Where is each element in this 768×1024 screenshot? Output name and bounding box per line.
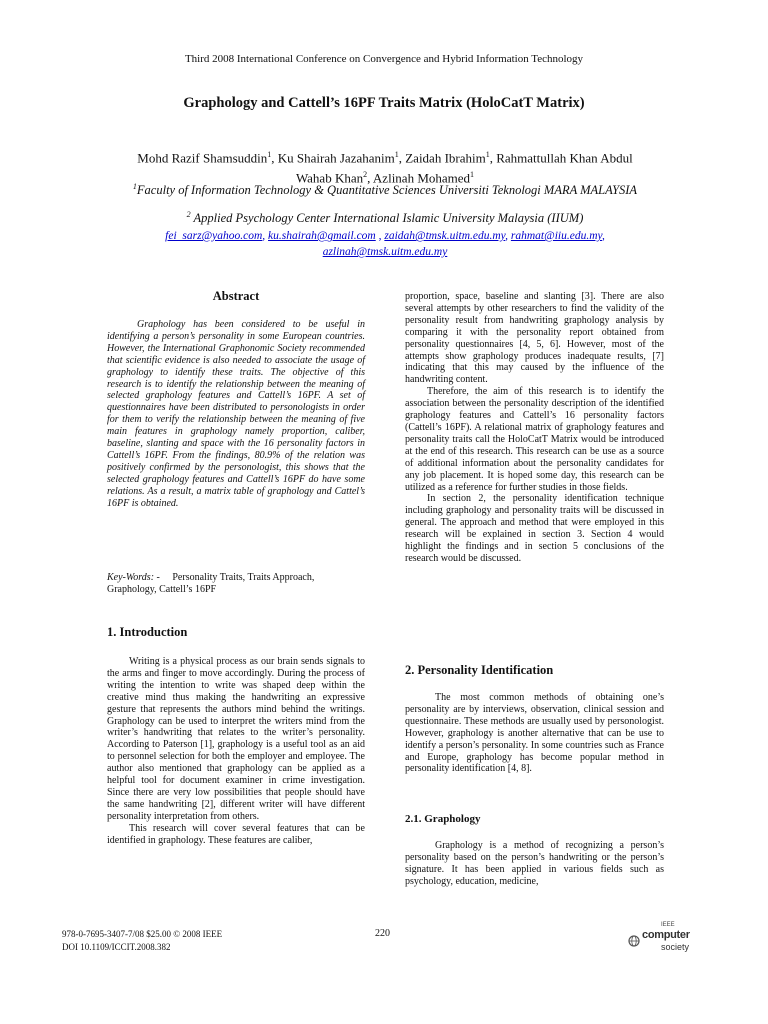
page-number: 220 bbox=[375, 928, 390, 939]
author-sep: , bbox=[271, 150, 278, 166]
affiliation-sup: 2 bbox=[186, 210, 191, 219]
conference-name: Third 2008 International Conference on Convergence and Hybrid Information Technology bbox=[184, 53, 584, 65]
abstract-body bbox=[107, 319, 365, 510]
author-sep: , bbox=[489, 150, 497, 166]
author-name: Azlinah Mohamed bbox=[372, 170, 471, 186]
logo-society: society bbox=[661, 942, 690, 952]
author-name: Zaidah Ibrahim bbox=[405, 150, 486, 166]
abstract-heading: Abstract bbox=[212, 289, 260, 303]
paper-title: Graphology and Cattell’s 16PF Traits Matrix (HoloCatT Matrix) bbox=[183, 95, 585, 111]
author-name: Mohd Razif Shamsuddin bbox=[137, 150, 268, 166]
author-sup: 1 bbox=[267, 150, 272, 159]
intro-body bbox=[107, 656, 365, 847]
keywords-text: Personality Traits, Traits Approach, Graphology, Cattell’s 16PF bbox=[107, 572, 315, 595]
footer-citation bbox=[62, 928, 222, 954]
author-name: Rahmattullah Khan Abdul bbox=[496, 150, 633, 166]
email-list: fei_sarz@yahoo.com, ku.shairah@gmail.com , zaidah@tmsk.uitm.edu.my, rahmat@iiu.edu.my, azlinah@tmsk.uitm.edu.my bbox=[165, 230, 605, 258]
logo-ieee: IEEE bbox=[661, 922, 675, 928]
graphology-body bbox=[405, 840, 664, 888]
graphology-heading: 2.1. Graphology bbox=[405, 813, 481, 825]
author-sup: 2 bbox=[363, 170, 368, 180]
author-name: Ku Shairah Jazahanim bbox=[277, 150, 395, 166]
personality-identification-heading: 2. Personality Identification bbox=[405, 663, 554, 677]
email-link[interactable]: zaidah@tmsk.uitm.edu.my bbox=[384, 230, 506, 242]
right-paragraph-2: Therefore, the aim of this research is to identify the association between the personality description of the identified graphology features and Cattell’s 16 personality factors (Cattell’s 16PF). A relational matrix of graphology features and personality traits call the HoloCatT Matrix would be introduced at the end of this research. This research can be use as a source of additional information about the personality candidates for any job placement. It is hoped some day, this research can be utilized as a reference for further studies in those fields. bbox=[405, 386, 664, 493]
author-sup: 1 bbox=[485, 150, 490, 159]
isbn-line: 978-0-7695-3407-7/08 $25.00 © 2008 IEEE bbox=[62, 929, 223, 939]
affiliation-text: Applied Psychology Center International Islamic University Malaysia (IIUM) bbox=[190, 211, 584, 226]
email-link[interactable]: azlinah@tmsk.uitm.edu.my bbox=[322, 246, 448, 258]
pi-paragraph-1: The most common methods of obtaining one’s personality are by interviews, observation, clinical session and questionnaire. These methods are usually used by personologist. However, graphology is another alternative that can be use to identify a person’s personality. In some countries such as France and Europe, graphology has become popular method in personality identification [4, 8]. bbox=[405, 692, 664, 775]
email-link[interactable]: fei_sarz@yahoo.com bbox=[165, 230, 263, 242]
affiliation-sup: 1 bbox=[132, 182, 137, 191]
author-sup: 1 bbox=[394, 150, 399, 159]
right-column-body bbox=[405, 291, 664, 565]
affiliation-text: Faculty of Information Technology & Quantitative Sciences Universiti Teknologi MARA MALAYSIA bbox=[136, 183, 638, 198]
doi-line: DOI 10.1109/ICCIT.2008.382 bbox=[62, 942, 171, 952]
author-sep: , bbox=[367, 170, 373, 186]
affiliation-2 bbox=[80, 210, 690, 226]
right-paragraph-1: proportion, space, baseline and slanting [3]. There are also several attempts by other researchers to find the validity of the personality result from handwriting graphology analysis by comparing it with the personality report obtained from personality questionnaires [4, 5, 6]. However, most of the attempts show graphology produces inadequate results, [7] indicating that this may caused by the influence of the handwriting content. bbox=[405, 291, 664, 386]
graphology-paragraph-1: Graphology is a method of recognizing a person’s personality based on the person’s handwriting or the person’s signature. It has been applied in various fields such as psychology, education, medicine, bbox=[405, 840, 664, 887]
intro-paragraph-2: This research will cover several features that can be identified in graphology. These features are caliber, bbox=[107, 822, 365, 846]
abstract-text: Graphology has been considered to be useful in identifying a person’s personality in some European countries. However, the International Graphonomic Society recommended that scientific evidence is also needed to associate the usage of graphology to identify these traits. The objective of this research is to identify the relationship between the meaning of selected graphology features and Cattell’s 16PF. A set of questionnaires have been distributed to personologists in order for them to verify the relationship between the meaning of five main features in graphology namely proportion, caliber, baseline, slanting and space with the 16 personality factors in Cattell’s 16PF. From the findings, 80.9% of the relation was positively confirmed by the personologist, this shows that the selected graphology features and Cattell’s 16PF do have some relations. As a result, a matrix table of graphology and Cattel’s 16PF is obtained. bbox=[107, 319, 365, 509]
keywords: Key-Words: - Personality Traits, Traits Approach, Graphology, Cattell’s 16PF bbox=[107, 572, 315, 595]
email-link[interactable]: ku.shairah@gmail.com bbox=[268, 230, 376, 242]
affiliation-1 bbox=[80, 179, 690, 198]
author-sup: 1 bbox=[470, 170, 475, 180]
intro-heading: 1. Introduction bbox=[107, 625, 188, 639]
right-paragraph-3: In section 2, the personality identification technique including graphology and personality traits will be discussed in general. The approach and method that were employed in this research will be explained in section 3. Section 4 would highlight the findings and in section 5 conclusions of the research would be discussed. bbox=[405, 493, 664, 564]
author-sep: , bbox=[398, 150, 406, 166]
email-link[interactable]: rahmat@iiu.edu.my bbox=[510, 230, 602, 242]
personality-identification-body bbox=[405, 692, 664, 775]
ieee-computer-society-logo bbox=[627, 922, 707, 954]
keywords-label: Key-Words: bbox=[107, 572, 155, 583]
author-name: Wahab Khan bbox=[295, 170, 364, 186]
intro-paragraph-1: Writing is a physical process as our brain sends signals to the arms and finger to move accordingly. During the process of writing the intention to write was shaped deep within the creative mind thus making the handwriting an expressive gesture that represents the authors mind behind the writings. Graphology can be used to interpret the writers mind from the writer’s handwriting that relates to the writer’s personality. According to Paterson [1], graphology is a useful tool as an aid to personnel selection for both the employer and employee. The author also mentioned that graphology can be applied as a helpful tool for document examiner in crime investigation. Since there are very low possibilities that people should have the same handwriting [2], different writer will have different personality interpretation from others. bbox=[107, 656, 365, 822]
logo-computer: computer bbox=[642, 929, 690, 941]
